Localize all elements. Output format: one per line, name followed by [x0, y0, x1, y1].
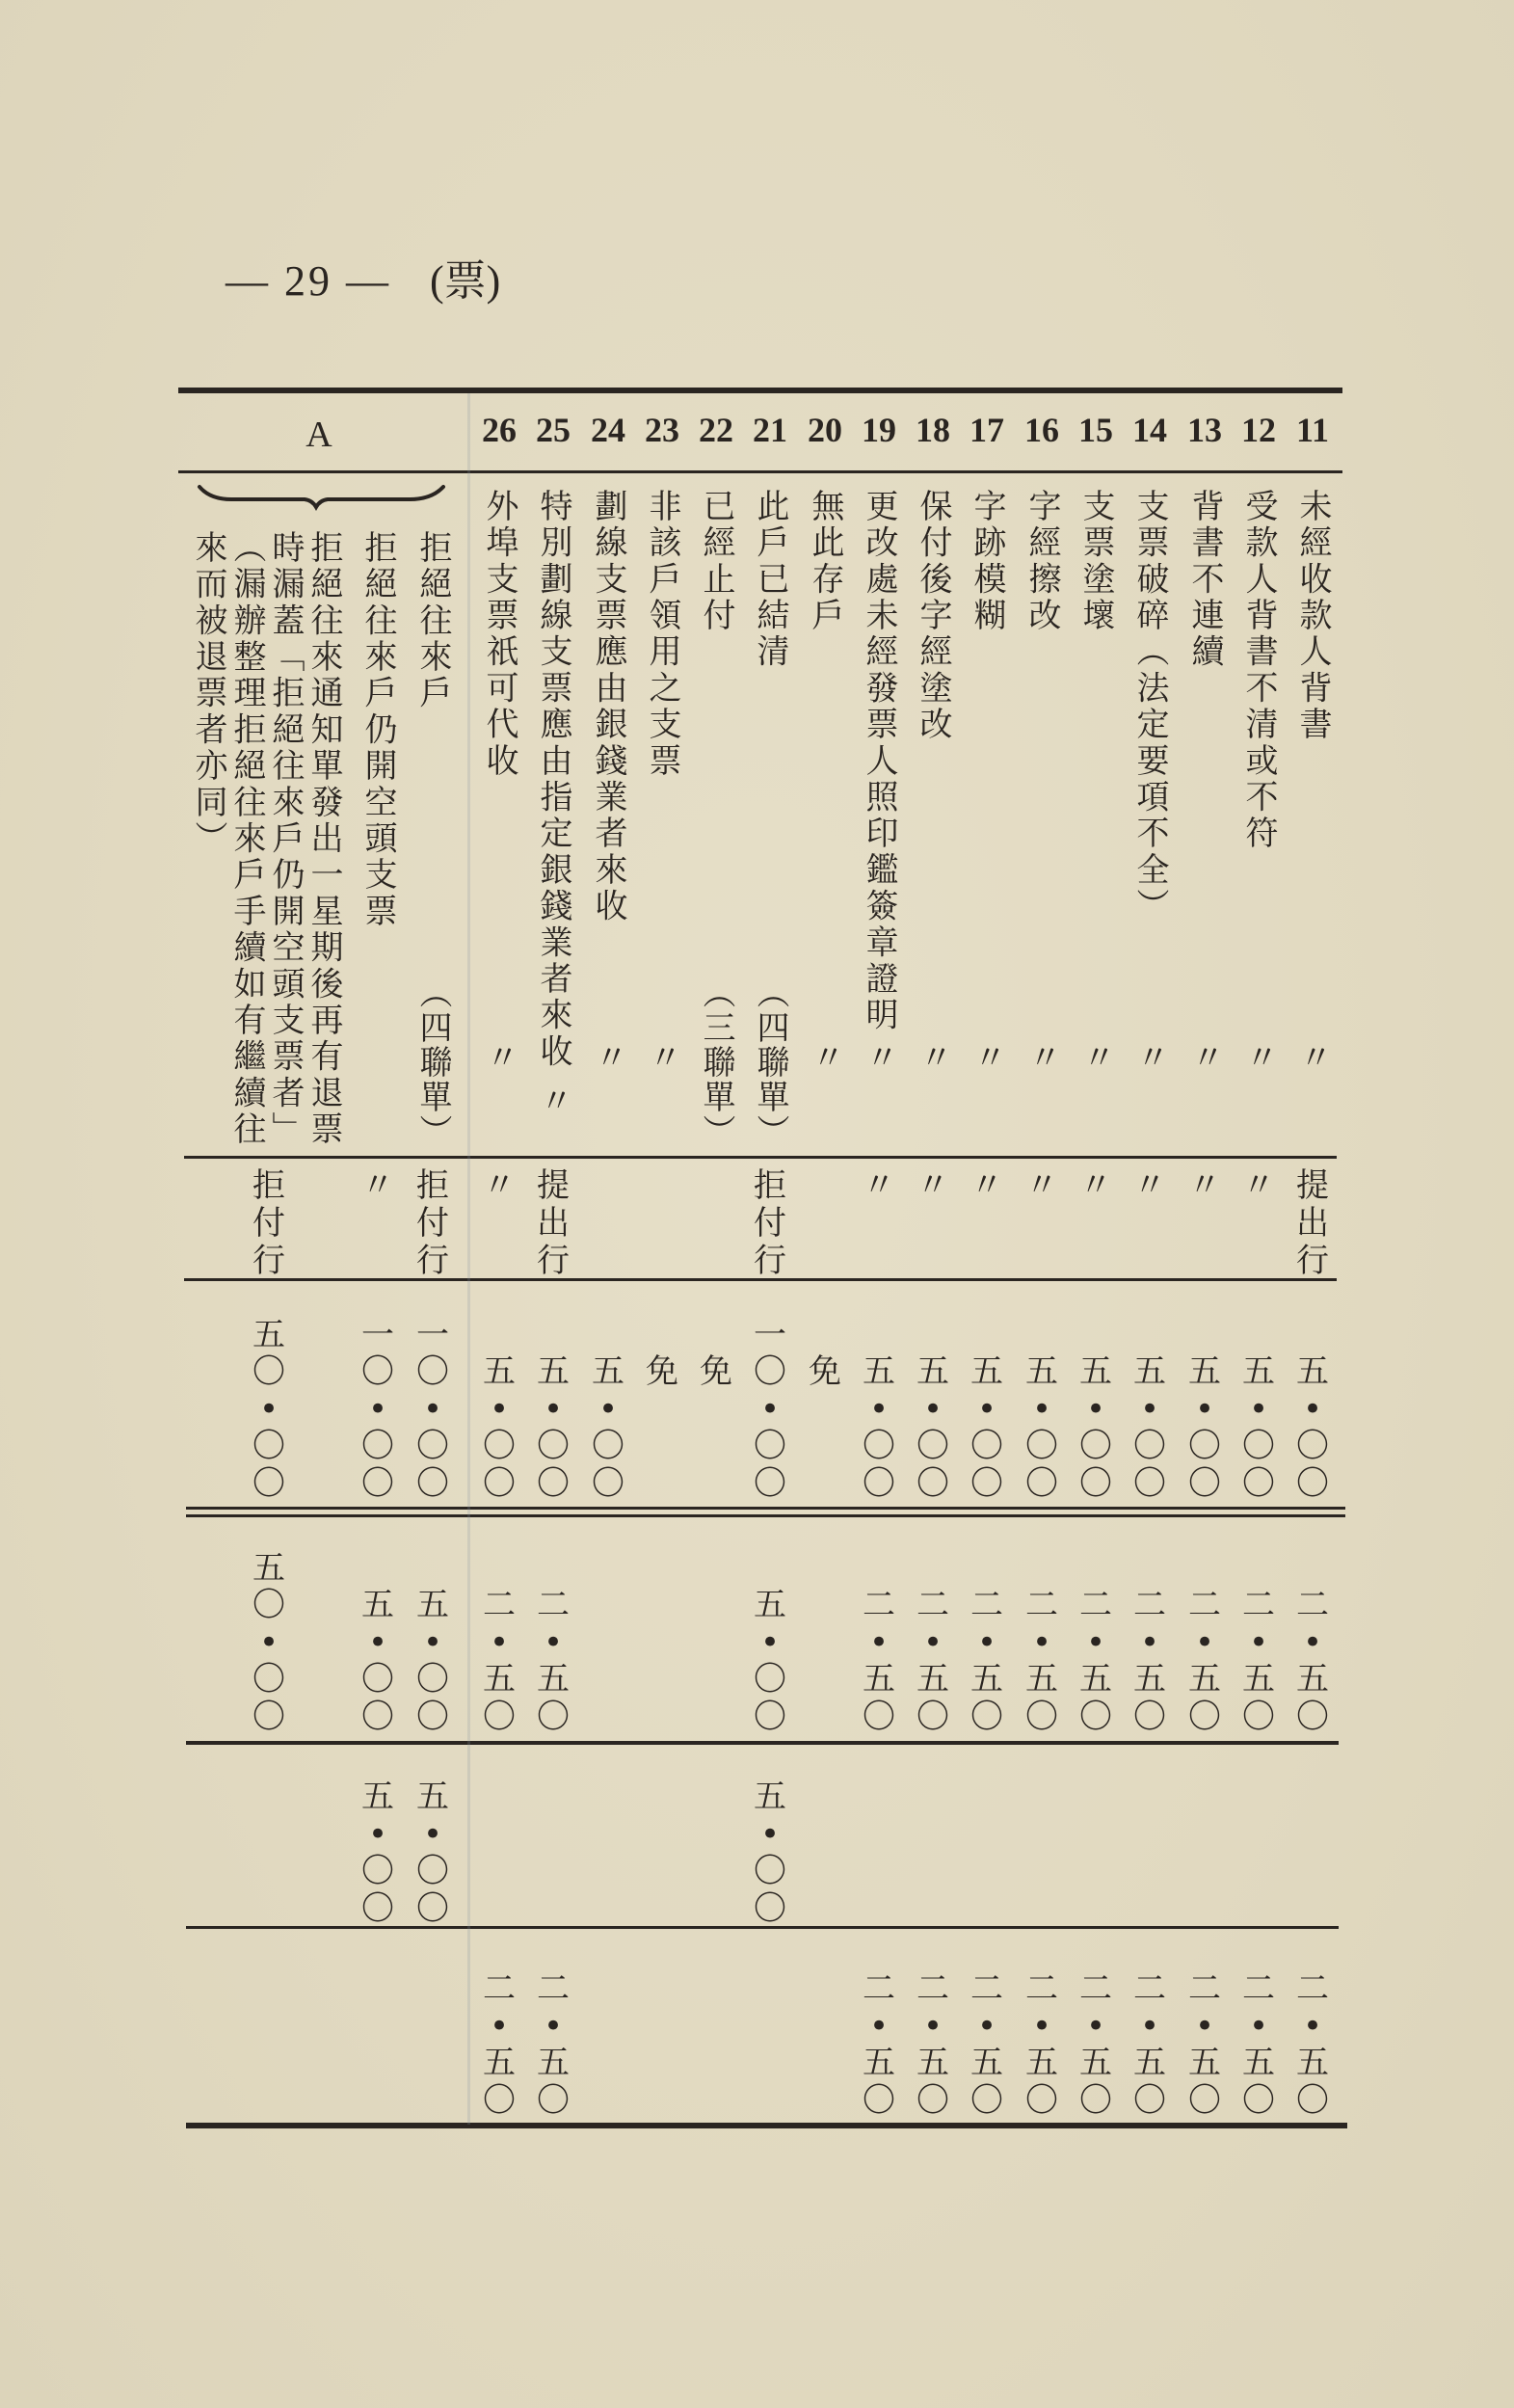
fee-value: 一〇•〇〇 — [416, 1315, 449, 1503]
group-a-label: A — [305, 415, 332, 455]
responsible-party: 〃 — [970, 1166, 1003, 1205]
fee-value: 五•〇〇 — [754, 1586, 786, 1736]
note-line: （漏辦整理拒絕往來戶手續如有繼續往 — [227, 530, 266, 1148]
page-number: — 29 — — [226, 257, 391, 305]
fee-value: 二•五〇 — [483, 1969, 516, 2120]
fee-value: 二•五〇 — [1133, 1586, 1166, 1736]
fee-value: 五•〇〇 — [1242, 1352, 1275, 1503]
column-11 — [1293, 0, 1332, 2408]
responsible-party: 拒付行 — [416, 1166, 449, 1280]
fee-value: 五•〇〇 — [361, 1586, 394, 1736]
fee-value: 二•五〇 — [1079, 1969, 1112, 2120]
reason-text: 未經收款人背書 — [1293, 489, 1332, 743]
column-a-bounced-check — [359, 0, 397, 2408]
fee-value: 二•五〇 — [1242, 1586, 1275, 1736]
form-note: （四聯單） — [413, 976, 452, 1149]
responsible-party: 〃 — [1188, 1166, 1221, 1205]
ditto-mark: 〃 — [589, 1040, 627, 1077]
column-number: 24 — [591, 411, 625, 449]
ditto-mark: 〃 — [1130, 1040, 1169, 1077]
note-line: 時漏蓋「拒絕往來戶仍開空頭支票者」 — [266, 530, 305, 1148]
column-number: 22 — [699, 411, 733, 449]
column-number: 17 — [969, 411, 1004, 449]
fee-value: 二•五〇 — [916, 1969, 949, 2120]
column-14 — [1130, 0, 1169, 2408]
fee-value: 五•〇〇 — [1025, 1352, 1058, 1503]
fee-value: 五•〇〇 — [416, 1778, 449, 1928]
fee-value: 二•五〇 — [1188, 1969, 1221, 2120]
column-20 — [806, 0, 844, 2408]
ditto-mark: 〃 — [480, 1040, 518, 1077]
fee-value: 五•〇〇 — [483, 1352, 516, 1503]
fee-value: 五•〇〇 — [416, 1586, 449, 1736]
reason-text: 已經止付 — [697, 489, 735, 634]
fee-value: 二•五〇 — [483, 1586, 516, 1736]
column-number: 18 — [916, 411, 950, 449]
responsible-party: 提出行 — [1296, 1166, 1329, 1280]
fee-value: 五•〇〇 — [1188, 1352, 1221, 1503]
note-line: 拒絕往來通知單發出一星期後再有退票 — [305, 530, 343, 1148]
fee-value: 五•〇〇 — [1296, 1352, 1329, 1503]
responsible-party: 〃 — [863, 1166, 895, 1205]
column-number: 13 — [1187, 411, 1222, 449]
column-divider — [467, 393, 470, 2125]
reason-text: 拒絕往來戶 — [413, 530, 452, 712]
responsible-party: 〃 — [483, 1166, 516, 1205]
column-21 — [751, 0, 789, 2408]
reason-text: 劃線支票應由銀錢業者來收 — [589, 489, 627, 925]
fee-value: 二•五〇 — [970, 1586, 1003, 1736]
reason-text: 支票塗壞 — [1076, 489, 1115, 634]
column-12 — [1239, 0, 1278, 2408]
column-a-note-values — [250, 0, 288, 2408]
responsible-party: 〃 — [1079, 1166, 1112, 1205]
reason-text: 字跡模糊 — [968, 489, 1006, 634]
reason-text: 背書不連續 — [1185, 489, 1224, 671]
fee-value: 二•五〇 — [1025, 1586, 1058, 1736]
responsible-party: 拒付行 — [252, 1166, 285, 1280]
fee-value: 五•〇〇 — [1133, 1352, 1166, 1503]
fee-value: 一〇•〇〇 — [361, 1315, 394, 1503]
column-number: 21 — [753, 411, 787, 449]
responsible-party: 〃 — [1242, 1166, 1275, 1205]
column-17 — [968, 0, 1006, 2408]
fee-value: 五〇•〇〇 — [252, 1548, 285, 1736]
ditto-mark: 〃 — [806, 1040, 844, 1077]
column-24 — [589, 0, 627, 2408]
ditto-mark: 〃 — [1239, 1040, 1278, 1077]
column-number: 26 — [482, 411, 517, 449]
fee-value: 二•五〇 — [970, 1969, 1003, 2120]
fee-value: 五•〇〇 — [592, 1352, 624, 1503]
reason-text: 外埠支票祇可代收 — [480, 489, 518, 780]
column-22 — [697, 0, 735, 2408]
fee-value: 二•五〇 — [916, 1586, 949, 1736]
ditto-mark: 〃 — [534, 1084, 572, 1120]
form-note: （四聯單） — [751, 976, 789, 1149]
fee-value: 五•〇〇 — [361, 1778, 394, 1928]
responsible-party: 〃 — [1133, 1166, 1166, 1205]
column-number: 19 — [862, 411, 896, 449]
fee-value: 二•五〇 — [863, 1969, 895, 2120]
fee-value: 五•〇〇 — [863, 1352, 895, 1503]
ditto-mark: 〃 — [914, 1040, 952, 1077]
reason-text: 保付後字經塗改 — [914, 489, 952, 743]
column-23 — [643, 0, 681, 2408]
note-line: 來而被退票者亦同） — [189, 530, 227, 858]
form-note: （三聯單） — [697, 976, 735, 1149]
reason-text: 支票破碎（法定要項不全） — [1130, 489, 1169, 925]
responsible-party: 〃 — [1025, 1166, 1058, 1205]
column-26 — [480, 0, 518, 2408]
fee-value: 二•五〇 — [1188, 1586, 1221, 1736]
column-number: 14 — [1132, 411, 1167, 449]
fee-value: 二•五〇 — [1079, 1586, 1112, 1736]
fee-value: 五•〇〇 — [754, 1778, 786, 1928]
responsible-party: 提出行 — [537, 1166, 570, 1280]
fee-value: 免 — [809, 1352, 841, 1391]
column-number: 20 — [808, 411, 842, 449]
fee-value: 二•五〇 — [1133, 1969, 1166, 2120]
fee-value: 五•〇〇 — [1079, 1352, 1112, 1503]
responsible-party: 〃 — [361, 1166, 394, 1205]
responsible-party: 〃 — [916, 1166, 949, 1205]
responsible-party: 拒付行 — [754, 1166, 786, 1280]
fee-value: 二•五〇 — [537, 1586, 570, 1736]
reason-text: 非該戶領用之支票 — [643, 489, 681, 780]
ditto-mark: 〃 — [1023, 1040, 1061, 1077]
column-13 — [1185, 0, 1224, 2408]
fee-value: 二•五〇 — [537, 1969, 570, 2120]
fee-value: 五•〇〇 — [537, 1352, 570, 1503]
fee-value: 五〇•〇〇 — [252, 1315, 285, 1503]
fee-value: 五•〇〇 — [970, 1352, 1003, 1503]
fee-value: 免 — [700, 1352, 732, 1391]
fee-value: 二•五〇 — [1025, 1969, 1058, 2120]
reason-text: 受款人背書不清或不符 — [1239, 489, 1278, 852]
reason-text: 此戶已結清 — [751, 489, 789, 671]
column-number: 11 — [1295, 411, 1329, 449]
column-number: 15 — [1078, 411, 1113, 449]
reason-text: 更改處未經發票人照印鑑簽章證明 — [860, 489, 898, 1034]
fee-value: 二•五〇 — [863, 1586, 895, 1736]
ditto-mark: 〃 — [1293, 1040, 1332, 1077]
ditto-mark: 〃 — [643, 1040, 681, 1077]
column-number: 23 — [645, 411, 679, 449]
ditto-mark: 〃 — [1076, 1040, 1115, 1077]
column-15 — [1076, 0, 1115, 2408]
fee-value: 五•〇〇 — [916, 1352, 949, 1503]
column-25 — [534, 0, 572, 2408]
column-16 — [1023, 0, 1061, 2408]
fee-value: 一〇•〇〇 — [754, 1315, 786, 1503]
reason-text: 特別劃線支票應由指定銀錢業者來收 — [534, 489, 572, 1071]
fee-value: 二•五〇 — [1296, 1586, 1329, 1736]
column-number: 16 — [1024, 411, 1059, 449]
column-18 — [914, 0, 952, 2408]
fee-value: 免 — [646, 1352, 678, 1391]
ditto-mark: 〃 — [968, 1040, 1006, 1077]
reason-text: 字經擦改 — [1023, 489, 1061, 634]
section-label: (票) — [430, 257, 501, 305]
column-a-refused-account — [413, 0, 452, 2408]
ditto-mark: 〃 — [1185, 1040, 1224, 1077]
column-number: 25 — [536, 411, 571, 449]
ditto-mark: 〃 — [860, 1040, 898, 1077]
column-number: 12 — [1241, 411, 1276, 449]
column-19 — [860, 0, 898, 2408]
fee-value: 二•五〇 — [1296, 1969, 1329, 2120]
reason-text: 無此存戶 — [806, 489, 844, 634]
reason-text: 拒絕往來戶仍開空頭支票 — [359, 530, 397, 930]
fee-value: 二•五〇 — [1242, 1969, 1275, 2120]
